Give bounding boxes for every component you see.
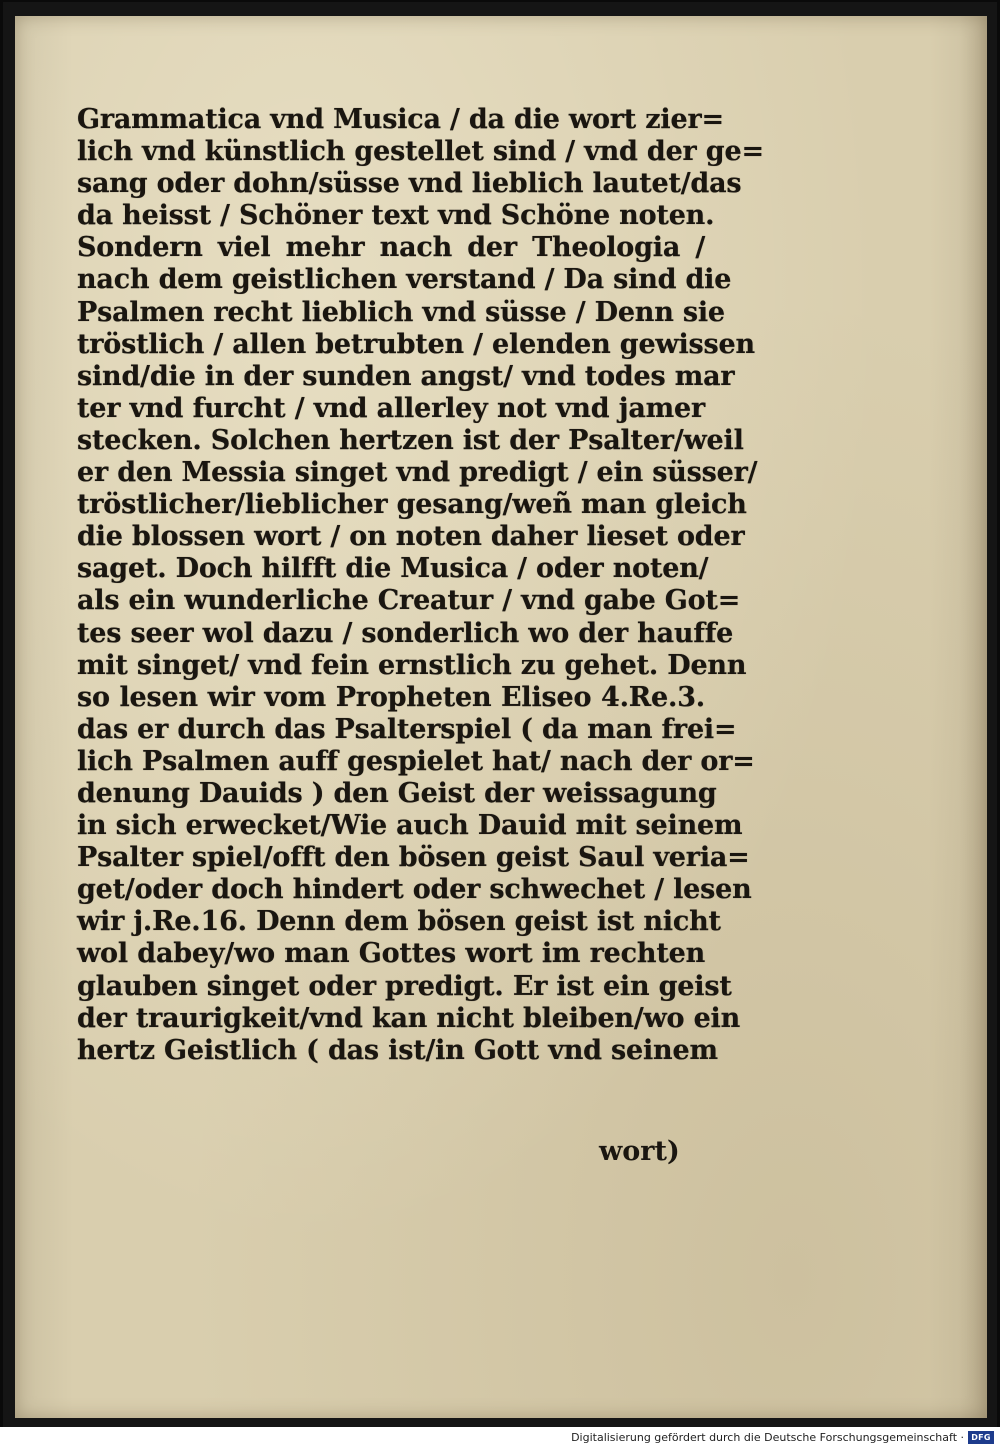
text-line: stecken. Solchen hertzen ist der Psalter/weil bbox=[77, 424, 744, 456]
text-line: tröstlich / allen betrubten / elenden gewissen bbox=[77, 328, 755, 360]
text-line: mit singet/ vnd fein ernstlich zu gehet. Denn bbox=[77, 649, 747, 681]
text-line: tröstlicher/lieblicher gesang/weñ man gleich bbox=[77, 489, 747, 521]
text-line: denung Dauids ) den Geist der weissagung bbox=[77, 777, 717, 809]
text-line: Grammatica vnd Musica / da die wort zier= bbox=[77, 104, 724, 135]
book-page bbox=[15, 16, 987, 1418]
text-line: das er durch das Psalterspiel ( da man frei= bbox=[77, 713, 737, 745]
page-edge-shading bbox=[959, 16, 987, 1418]
text-line: Psalmen recht lieblich vnd süsse / Denn sie bbox=[77, 296, 725, 328]
text-line: Psalter spiel/offt den bösen geist Saul veria= bbox=[77, 842, 750, 874]
text-line: hertz Geistlich ( das ist/in Gott vnd seinem bbox=[77, 1034, 718, 1066]
text-line: der traurigkeit/vnd kan nicht bleiben/wo ein bbox=[77, 1002, 741, 1034]
text-line: als ein wunderliche Creatur / vnd gabe Got= bbox=[77, 585, 741, 617]
text-line: die blossen wort / on noten daher lieset oder bbox=[77, 521, 745, 553]
text-line: glauben singet oder predigt. Er ist ein geist bbox=[77, 970, 732, 1002]
text-line: saget. Doch hilfft die Musica / oder noten/ bbox=[77, 553, 709, 585]
text-line: da heisst / Schöner text vnd Schöne noten. bbox=[77, 200, 715, 232]
text-line: sind/die in der sunden angst/ vnd todes mar bbox=[77, 360, 735, 392]
text-block bbox=[77, 104, 764, 1067]
text-line: get/oder doch hindert oder schwechet / lesen bbox=[77, 874, 752, 906]
scan-frame bbox=[3, 2, 997, 1427]
footer-bar bbox=[0, 1427, 1000, 1449]
text-line: lich Psalmen auff gespielet hat/ nach der or= bbox=[77, 745, 755, 777]
catchword: wort) bbox=[599, 1136, 680, 1167]
funding-credit: Digitalisierung gefördert durch die Deutsche Forschungsgemeinschaft · bbox=[571, 1431, 964, 1444]
text-line: so lesen wir vom Propheten Eliseo 4.Re.3. bbox=[77, 681, 705, 713]
text-line: Sondern viel mehr nach der Theologia / bbox=[77, 232, 705, 264]
text-line: in sich erwecket/Wie auch Dauid mit seinem bbox=[77, 810, 743, 842]
text-line: wol dabey/wo man Gottes wort im rechten bbox=[77, 938, 705, 970]
text-line: nach dem geistlichen verstand / Da sind die bbox=[77, 264, 732, 296]
text-line: ter vnd furcht / vnd allerley not vnd jamer bbox=[77, 392, 705, 424]
text-line: er den Messia singet vnd predigt / ein süsser/ bbox=[77, 457, 758, 489]
text-line: tes seer wol dazu / sonderlich wo der hauffe bbox=[77, 617, 734, 649]
dfg-logo-icon: DFG bbox=[968, 1431, 994, 1444]
text-line: lich vnd künstlich gestellet sind / vnd der ge= bbox=[77, 136, 764, 168]
text-line: wir j.Re.16. Denn dem bösen geist ist nicht bbox=[77, 906, 721, 938]
text-line: sang oder dohn/süsse vnd lieblich lautet/das bbox=[77, 168, 742, 200]
